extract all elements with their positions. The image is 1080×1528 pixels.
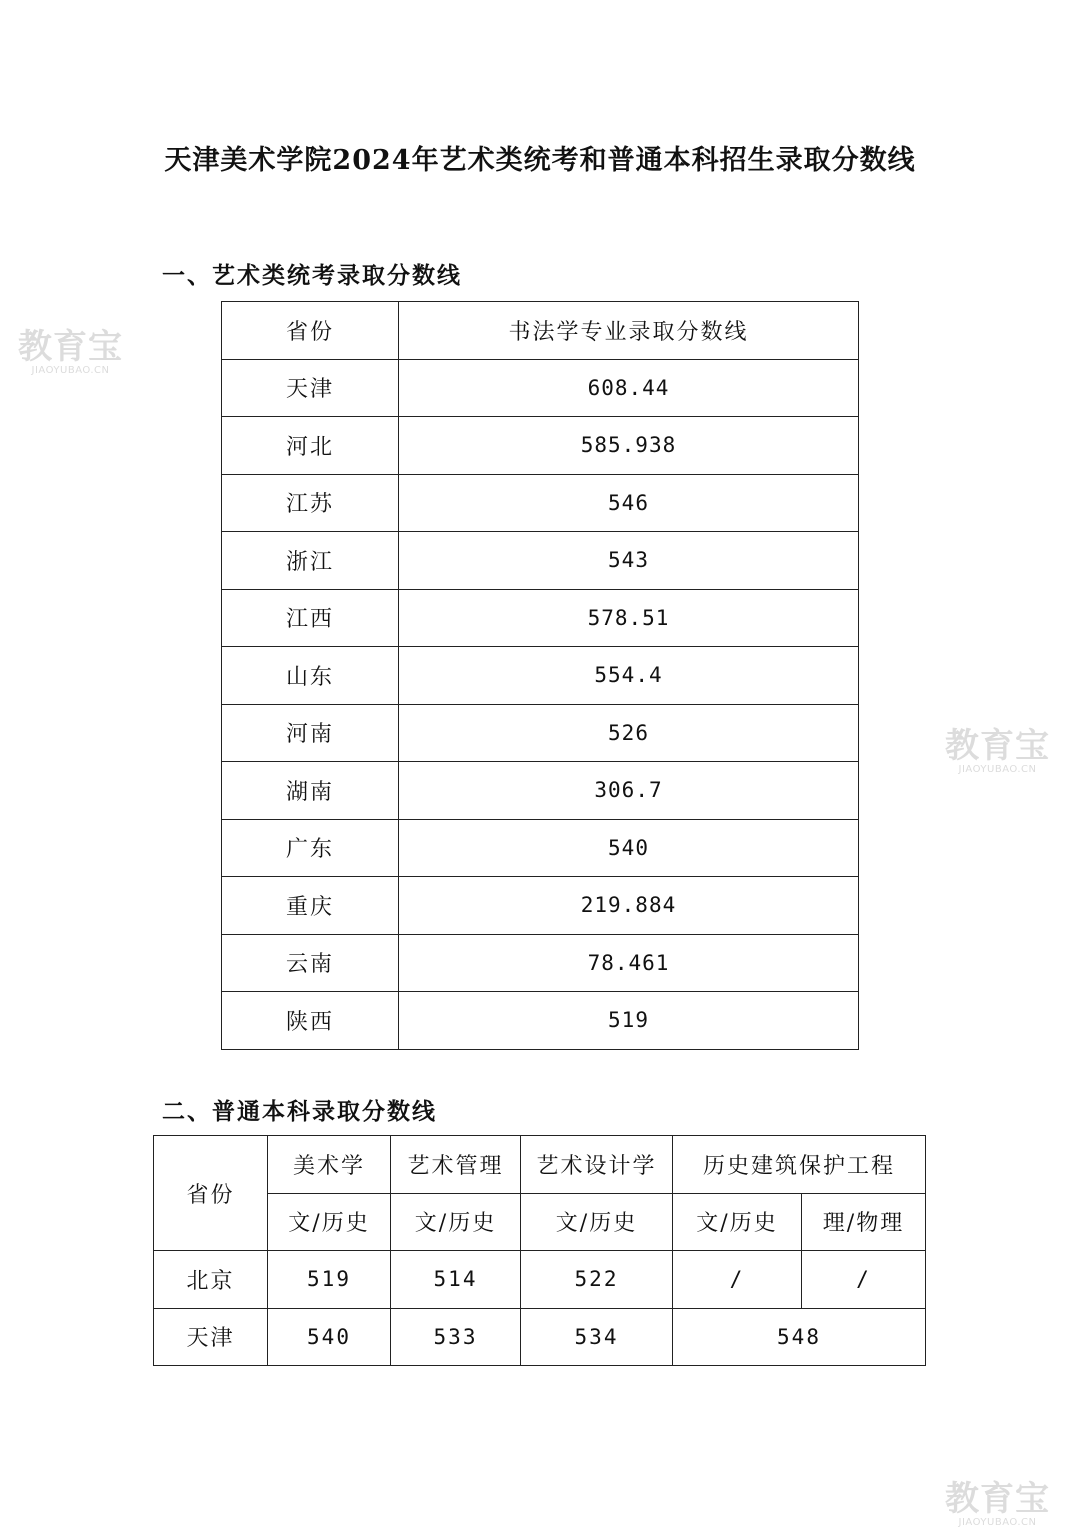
- province-cell: 河南: [222, 704, 399, 762]
- table-header-row: [222, 302, 859, 360]
- score-cell: 608.44: [399, 359, 859, 417]
- score-cell: 533: [391, 1308, 521, 1366]
- province-cell: 重庆: [222, 877, 399, 935]
- watermark-logo: 教育宝 JIAOYUBAO.CN: [945, 726, 1050, 775]
- score-cell: 540: [399, 819, 859, 877]
- score-cell: /: [673, 1251, 802, 1309]
- regular-undergrad-score-table: [153, 1135, 926, 1366]
- merged-score-cell: 548: [673, 1308, 926, 1366]
- major-header: 美术学: [268, 1136, 391, 1194]
- score-cell: 522: [521, 1251, 673, 1309]
- table-row: [222, 474, 859, 532]
- section2-heading: 二、普通本科录取分数线: [162, 1098, 437, 1125]
- art-exam-score-table: [221, 301, 859, 1050]
- subject-header: 文/历史: [391, 1193, 521, 1251]
- section1-heading: 一、艺术类统考录取分数线: [162, 262, 462, 289]
- table-row: [222, 819, 859, 877]
- province-cell: 湖南: [222, 762, 399, 820]
- province-cell: 云南: [222, 934, 399, 992]
- province-cell: 陕西: [222, 992, 399, 1050]
- major-header: 艺术管理: [391, 1136, 521, 1194]
- score-cell: 519: [268, 1251, 391, 1309]
- table-row: [154, 1308, 926, 1366]
- table-row: [222, 647, 859, 705]
- table-row: [154, 1251, 926, 1309]
- score-header: 书法学专业录取分数线: [399, 302, 859, 360]
- major-header: 历史建筑保护工程: [673, 1136, 926, 1194]
- province-cell: 北京: [154, 1251, 268, 1309]
- province-cell: 天津: [222, 359, 399, 417]
- major-header: 艺术设计学: [521, 1136, 673, 1194]
- score-cell: 585.938: [399, 417, 859, 475]
- subject-header: 文/历史: [268, 1193, 391, 1251]
- province-cell: 山东: [222, 647, 399, 705]
- province-header: 省份: [154, 1136, 268, 1251]
- score-cell: 540: [268, 1308, 391, 1366]
- watermark-logo: 教育宝 JIAOYUBAO.CN: [18, 327, 123, 376]
- page-title: 天津美术学院2024年艺术类统考和普通本科招生录取分数线: [164, 145, 916, 176]
- score-cell: 219.884: [399, 877, 859, 935]
- score-cell: 543: [399, 532, 859, 590]
- score-cell: 526: [399, 704, 859, 762]
- score-cell: 306.7: [399, 762, 859, 820]
- table-row: [222, 589, 859, 647]
- score-cell: 534: [521, 1308, 673, 1366]
- table-row: [222, 992, 859, 1050]
- province-header: 省份: [222, 302, 399, 360]
- score-cell: /: [802, 1251, 926, 1309]
- subject-header-row: [154, 1193, 926, 1251]
- province-cell: 河北: [222, 417, 399, 475]
- score-cell: 554.4: [399, 647, 859, 705]
- table-row: [222, 762, 859, 820]
- score-cell: 78.461: [399, 934, 859, 992]
- subject-header: 理/物理: [802, 1193, 926, 1251]
- major-header-row: [154, 1136, 926, 1194]
- watermark-logo: 教育宝 JIAOYUBAO.CN: [945, 1479, 1050, 1528]
- table-row: [222, 704, 859, 762]
- score-cell: 546: [399, 474, 859, 532]
- province-cell: 江苏: [222, 474, 399, 532]
- score-cell: 578.51: [399, 589, 859, 647]
- province-cell: 江西: [222, 589, 399, 647]
- score-cell: 514: [391, 1251, 521, 1309]
- province-cell: 广东: [222, 819, 399, 877]
- subject-header: 文/历史: [521, 1193, 673, 1251]
- table-row: [222, 934, 859, 992]
- table-row: [222, 532, 859, 590]
- table-row: [222, 417, 859, 475]
- province-cell: 浙江: [222, 532, 399, 590]
- table-row: [222, 877, 859, 935]
- province-cell: 天津: [154, 1308, 268, 1366]
- table-row: [222, 359, 859, 417]
- score-cell: 519: [399, 992, 859, 1050]
- subject-header: 文/历史: [673, 1193, 802, 1251]
